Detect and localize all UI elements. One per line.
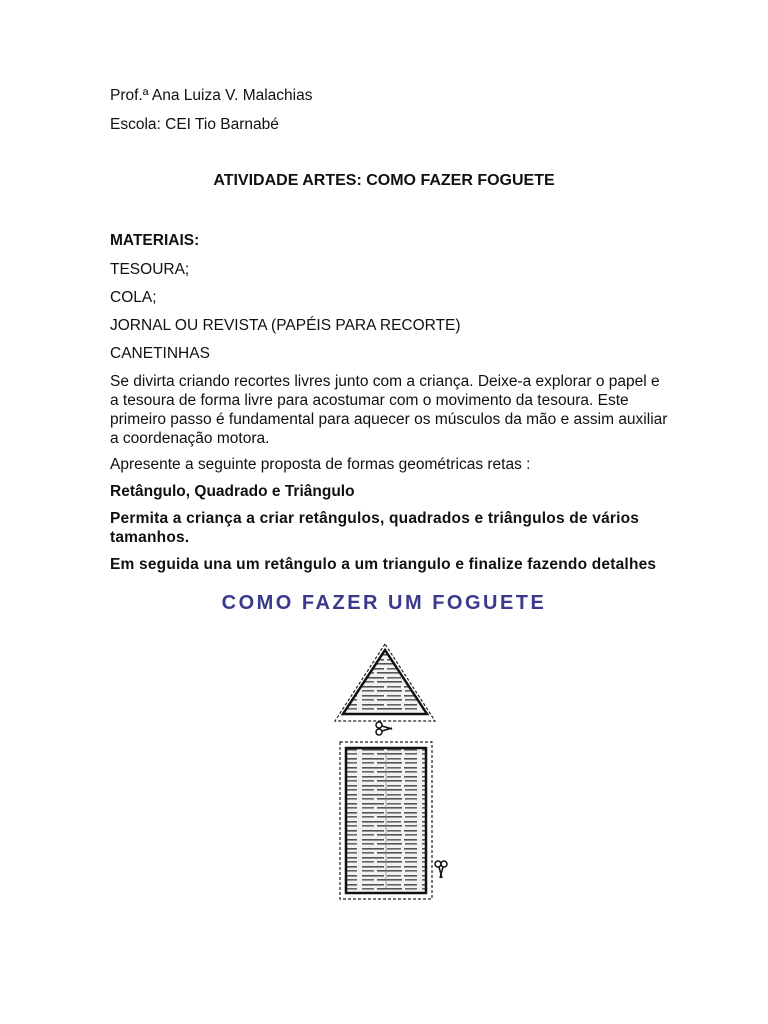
instruction-join: Em seguida una um retângulo a um triangulo e finalize fazendo detalhes [110,556,657,573]
teacher-name: Prof.ª Ana Luiza V. Malachias [110,87,313,104]
material-item: CANETINHAS [110,345,210,362]
school-name: Escola: CEI Tio Barnabé [110,116,279,133]
material-item: COLA; [110,289,157,306]
newspaper-rectangle-icon [340,742,432,899]
material-item: JORNAL OU REVISTA (PAPÉIS PARA RECORTE) [110,317,461,334]
scissors-icon [435,861,447,878]
intro-paragraph: Se divirta criando recortes livres junto com a criança. Deixe-a explorar o papel e a tesoura de forma livre para acostumar com o movimento da tesoura. Este primeiro passo é fundamental para aquecer os músculos da mão e assim auxiliar a coordenação motora. [110,373,668,447]
shapes-list: Retângulo, Quadrado e Triângulo [110,483,355,500]
materials-heading: MATERIAIS: [110,232,200,249]
proposal-paragraph: Apresente a seguinte proposta de formas geométricas retas : [110,456,531,473]
newspaper-triangle-icon [335,644,435,721]
material-item: TESOURA; [110,261,190,278]
document-title: ATIVIDADE ARTES: COMO FAZER FOGUETE [213,172,555,189]
instruction-create: Permita a criança a criar retângulos, quadrados e triângulos de vários tamanhos. [110,510,640,546]
illustration-title: COMO FAZER UM FOGUETE [221,592,547,614]
scissors-icon [376,722,392,735]
